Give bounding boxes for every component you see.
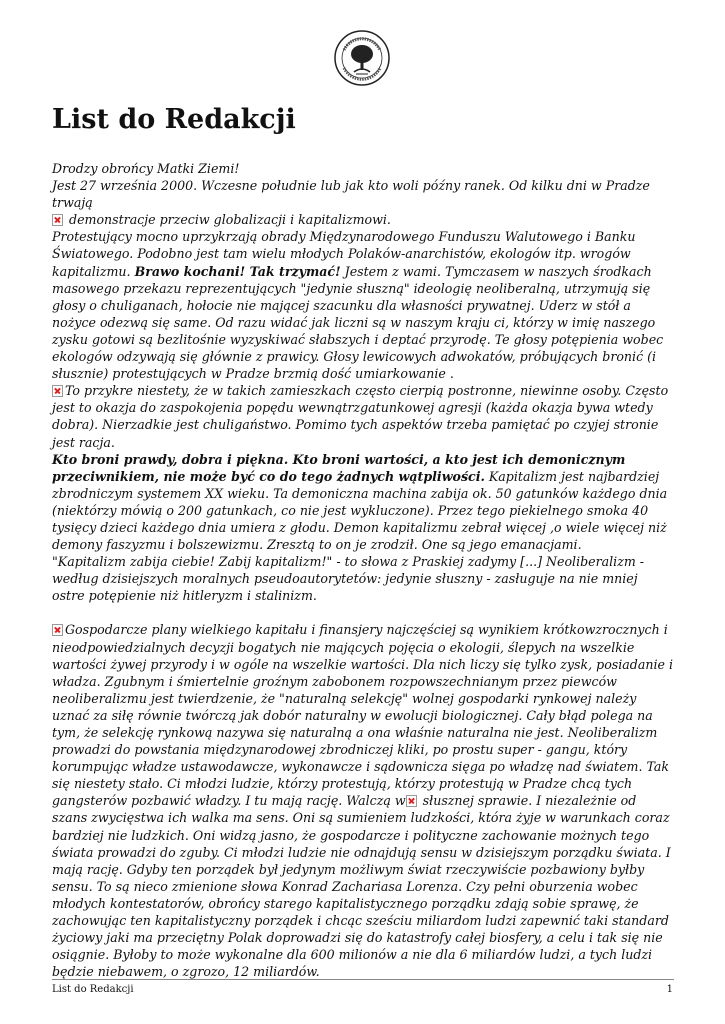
paragraph-6-text-a: Gospodarcze plany wielkiego kapitału i finansjery najczęściej są wynikiem krótkowzrocznych i nieodpowiedzialnych decyzji bogatych nie mających pojęcia o ekologii, ślepych na wszelkie wartości żywej przyrody i w ogóle na wszelkie wartości. Dla nich liczy się tylko zysk, posiadanie i władza. Zgubnym i śmiertelnie groźnym zabobonem rozpowszechnianym przez piewców neoliberalizmu jest twierdzenie, że "naturalną selekcję" wolnej gospodarki rynkowej należy uznać za siłę równie twórczą jak dobór naturalny w ewolucji biologicznej. Cały błąd polega na tym, że selekcję rynkową nazywa się naturalną a ona właśnie naturalna nie jest. Neoliberalizm prowadzi do powstania międzynarodowej zbrodniczej kliki, po prostu super - gangu, który korumpując władze ustawodawcze, wykonawcze i sądownicza sięga po władzę nad światem. Tak się niestety stało. Ci młodzi ludzie, którzy protestują, którzy protestują w Pradze chcą tych gangsterów pozbawić władzy. I tu mają rację. Walczą w	[52, 622, 673, 809]
broken-image-icon	[52, 624, 63, 636]
broken-image-icon	[52, 385, 63, 397]
paragraph-6	[52, 621, 674, 980]
paragraph-1-text: Jest 27 września 2000. Wczesne południe lub jak kto woli późny ranek. Od kilku dni w Pradze trwają	[52, 178, 650, 211]
paragraph-4	[52, 451, 674, 554]
paragraph-2-text-a: Protestujący mocno uprzykrzają obrady Międzynarodowego Funduszu Walutowego i Banku Światowego. Podobno jest tam wielu młodych Polaków-anarchistów, ekologów itp. wrogów kapitalizmu.	[52, 229, 636, 279]
broken-image-icon	[406, 795, 417, 807]
paragraph-4-text: Kapitalizm jest najbardziej zbrodniczym systemem XX wieku. Ta demoniczna machina zabija ok. 50 gatunków każdego dnia (niektórzy mówią o 200 gatunkach, co nie jest wykluczone). Przez tego piekielnego smoka 40 tysięcy dzieci każdego dnia umiera z głodu. Demon kapitalizmu zebrał więcej ,o wiele więcej niż demony faszyzmu i bolszewizmu. Zresztą to on je zrodził. One są jego emanacjami.	[52, 468, 668, 553]
page-number: 1	[666, 984, 673, 995]
paragraph-2	[52, 228, 674, 382]
broken-image-icon	[52, 214, 63, 226]
letter-body	[52, 160, 674, 980]
paragraph-5: "Kapitalizm zabija ciebie! Zabij kapitalizm!" - to słowa z Praskiej zadymy [...] Neoliberalizm - według dzisiejszych moralnych pseudoautorytetów: jedynie słuszny - zasługuje na nie mniej ostre potępienie niż hitleryzm i stalinizm.	[52, 554, 645, 604]
footer-divider	[52, 979, 674, 980]
paragraph-1	[52, 177, 674, 228]
tree-seal-logo-icon	[334, 30, 390, 86]
footer-title: List do Redakcji	[52, 984, 134, 995]
paragraph-6-text-b: słusznej sprawie. I niezależnie od szans zwycięstwa ich walka ma sens. Oni są sumieniem ludzkości, która żyje w warunkach coraz bardziej nie ludzkich. Oni widzą jasno, że gospodarcze i polityczne zachowanie możnych tego świata prowadzi do zguby. Ci młodzi ludzie nie odnajdują sensu w dzisiejszym porządku świata. I mają rację. Gdyby ten porządek był jedynym możliwym świat rzeczywiście pozbawiony byłby sensu. To są nieco zmienione słowa Konrad Zachariasa Lorenza. Czy pełni oburzenia wobec młodych kontestatorów, obrońcy starego kapitalistycznego porządku zdają sobie sprawę, że zachowując ten kapitalistyczny porządek i chcąc sześciu miliardom ludzi zapewnić taki standard życiowy jaki ma przeciętny Polak doprowadzi się do katastrofy całej biosfery, a celu i tak się nie osiągnie. Byłoby to może wykonalne dla 600 milionów a nie dla 6 miliardów ludzi, a tych ludzi będzie niebawem, o zgrozo, 12 miliardów.	[52, 793, 671, 980]
page-title: List do Redakcji	[52, 104, 296, 135]
greeting: Drodzy obrońcy Matki Ziemi!	[52, 161, 240, 176]
paragraph-2-emphasis: Brawo kochani! Tak trzymać!	[134, 263, 341, 279]
paragraph-1-text-cont: demonstracje przeciw globalizacji i kapitalizmowi.	[65, 212, 391, 228]
paragraph-3	[52, 382, 674, 450]
paragraph-2-text-b: Jestem z wami. Tymczasem w naszych środkach masowego przekazu reprezentujących "jedynie słuszną" ideologię neoliberalną, utrzymują się głosy o chuliganach, hołocie nie mającej szacunku dla własności prywatnej. Uderz w stół a nożyce odezwą się same. Od razu widać jak liczni są w naszym kraju ci, którzy w imię naszego zysku gotowi są bezlitośnie wyzyskiwać słabszych i deptać przyrodę. Te głosy potępienia wobec ekologów odzywają się głównie z prawicy. Głosy lewicowych adwokatów, próbujących bronić (i słusznie) protestujących w Pradze brzmią dość umiarkowanie .	[52, 263, 664, 382]
paragraph-4-emphasis: Kto broni prawdy, dobra i piękna. Kto broni wartości, a kto jest ich demonicznym przeciwnikiem, nie może być co do tego żadnych wątpliwości.	[52, 451, 626, 484]
paragraph-3-text: To przykre niestety, że w takich zamieszkach często cierpią postronne, niewinne osoby. Często jest to okazja do zaspokojenia popędu wewnątrzgatunkowej agresji (każda okazja bywa wtedy dobra). Nierzadkie jest chuligaństwo. Pomimo tych aspektów trzeba pamiętać po czyjej stronie jest racja.	[52, 383, 669, 450]
